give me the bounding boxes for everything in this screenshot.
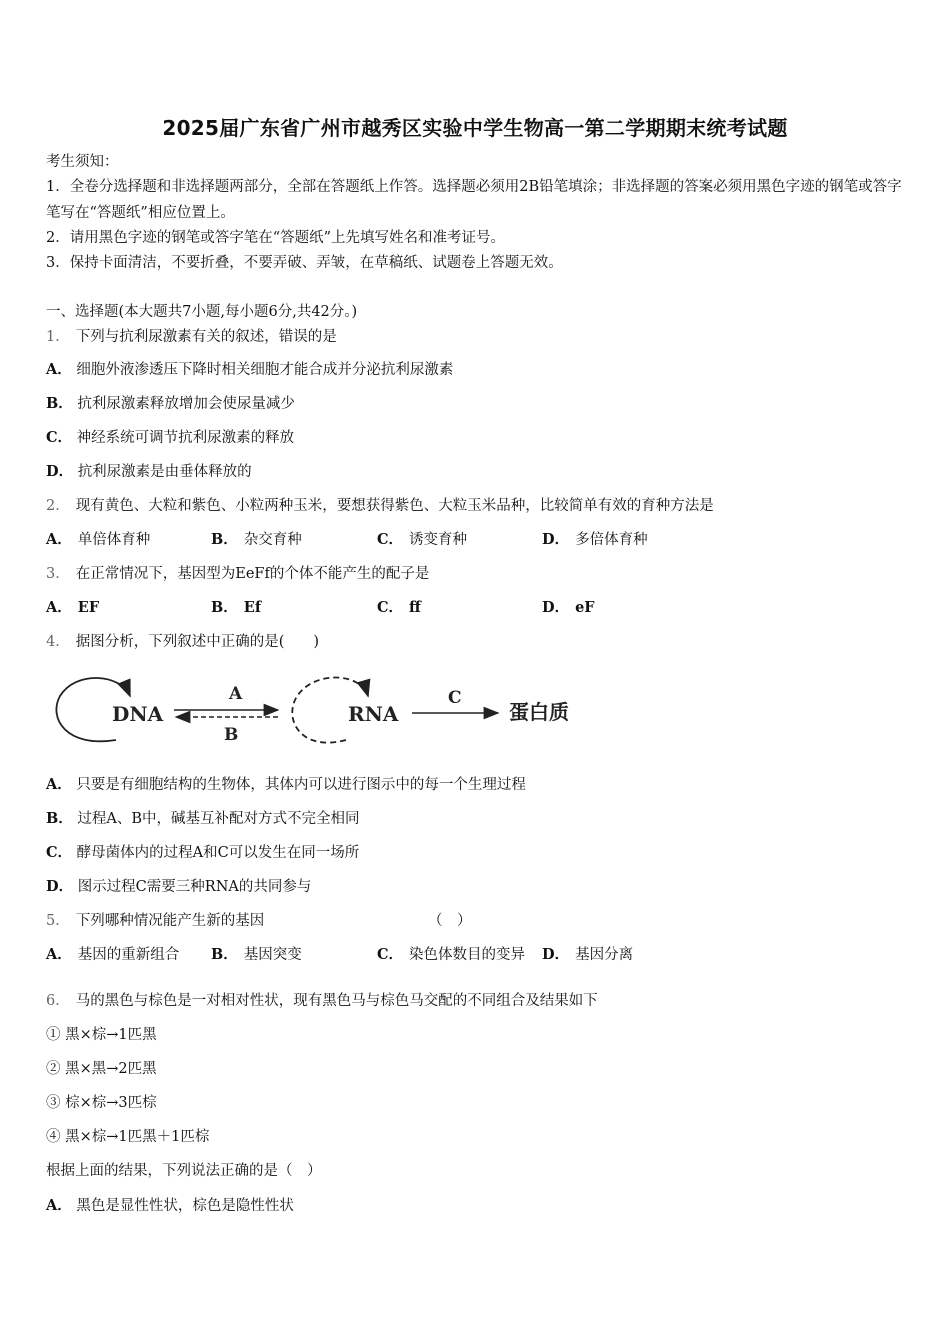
question-stem: 下列哪种情况能产生新的基因	[75, 913, 265, 929]
q1-option-b: B． 抗利尿激素释放增加会使尿量减少	[46, 395, 295, 412]
notice-heading: 考生须知：	[46, 154, 119, 170]
central-dogma-diagram	[46, 668, 606, 758]
q5-option-c: C． 染色体数目的变异	[377, 946, 526, 963]
q4-option-d: D． 图示过程C需要三种RNA的共同参与	[46, 878, 312, 895]
question-stem: 据图分析，下列叙述中正确的是( )	[75, 634, 320, 650]
question-number: 1．	[46, 329, 70, 345]
q6-followup: 根据上面的结果，下列说法正确的是（ ）	[46, 1163, 322, 1179]
question-4: 4． 据图分析，下列叙述中正确的是( )	[46, 634, 320, 650]
question-stem: 在正常情况下，基因型为EeFf的个体不能产生的配子是	[75, 566, 430, 582]
cross-result-4: ④ 黑×棕→1匹黑＋1匹棕	[46, 1129, 210, 1145]
section-heading: 一、选择题(本大题共7小题,每小题6分,共42分。)	[46, 304, 358, 320]
q3-option-d: D． eF	[542, 599, 595, 616]
q3-option-a: A． EF	[46, 599, 100, 616]
q1-option-c: C． 神经系统可调节抗利尿激素的释放	[46, 429, 295, 446]
q3-option-b: B． Ef	[211, 599, 262, 616]
answer-paren: （ ）	[428, 913, 472, 929]
q2-option-d: D． 多倍体育种	[542, 531, 648, 548]
q2-option-b: B． 杂交育种	[211, 531, 302, 548]
cross-result-1: ① 黑×棕→1匹黑	[46, 1027, 157, 1043]
question-1	[46, 327, 337, 347]
process-b-label: B	[224, 725, 239, 745]
question-stem: 马的黑色与棕色是一对相对性状，现有黑色马与棕色马交配的不同组合及结果如下	[75, 993, 598, 1009]
cross-result-3: ③ 棕×棕→3匹棕	[46, 1095, 157, 1111]
question-3: 3． 在正常情况下，基因型为EeFf的个体不能产生的配子是	[46, 566, 430, 582]
q5-option-b: B． 基因突变	[211, 946, 302, 963]
notice-item-3: 3．保持卡面清洁，不要折叠，不要弄破、弄皱，在草稿纸、试题卷上答题无效。	[46, 255, 563, 271]
q4-option-b: B． 过程A、B中，碱基互补配对方式不完全相同	[46, 810, 360, 827]
q4-option-c: C． 酵母菌体内的过程A和C可以发生在同一场所	[46, 844, 360, 861]
process-c-label: C	[448, 688, 462, 708]
q3-option-c: C． ff	[377, 599, 421, 616]
cross-result-2: ② 黑×黑→2匹黑	[46, 1061, 157, 1077]
question-2: 2． 现有黄色、大粒和紫色、小粒两种玉米，要想获得紫色、大粒玉米品种，比较简单有效的育种方法是	[46, 498, 714, 514]
q1-option-d: D． 抗利尿激素是由垂体释放的	[46, 463, 252, 480]
rna-label: RNA	[348, 702, 399, 726]
process-a-label: A	[229, 684, 243, 704]
notice-item-1: 1．全卷分选择题和非选择题两部分，全部在答题纸上作答。选择题必须用2B铅笔填涂；非选择题的答案必须用黑色字迹的钢笔或答字笔写在“答题纸”相应位置上。	[46, 179, 902, 221]
question-5: 5． 下列哪种情况能产生新的基因	[46, 913, 265, 929]
exam-title: 2025届广东省广州市越秀区实验中学生物高一第二学期期末统考试题	[162, 116, 788, 140]
q2-option-a: A． 单倍体育种	[46, 531, 151, 548]
q2-option-c: C． 诱变育种	[377, 531, 468, 548]
dna-label: DNA	[112, 702, 164, 726]
q4-option-a: A． 只要是有细胞结构的生物体，其体内可以进行图示中的每一个生理过程	[46, 776, 526, 793]
question-6: 6． 马的黑色与棕色是一对相对性状，现有黑色马与棕色马交配的不同组合及结果如下	[46, 993, 598, 1009]
question-stem: 现有黄色、大粒和紫色、小粒两种玉米，要想获得紫色、大粒玉米品种，比较简单有效的育种方法是	[75, 498, 714, 514]
q6-option-a: A． 黑色是显性性状，棕色是隐性性状	[46, 1197, 294, 1214]
q5-option-a: A． 基因的重新组合	[46, 946, 180, 963]
q5-option-d: D． 基因分离	[542, 946, 634, 963]
question-stem: 下列与抗利尿激素有关的叙述，错误的是	[75, 329, 337, 345]
q1-option-a: A． 细胞外液渗透压下降时相关细胞才能合成并分泌抗利尿激素	[46, 361, 454, 378]
protein-label: 蛋白质	[509, 700, 569, 724]
notice-item-2: 2．请用黑色字迹的钢笔或答字笔在“答题纸”上先填写姓名和准考证号。	[46, 230, 506, 246]
